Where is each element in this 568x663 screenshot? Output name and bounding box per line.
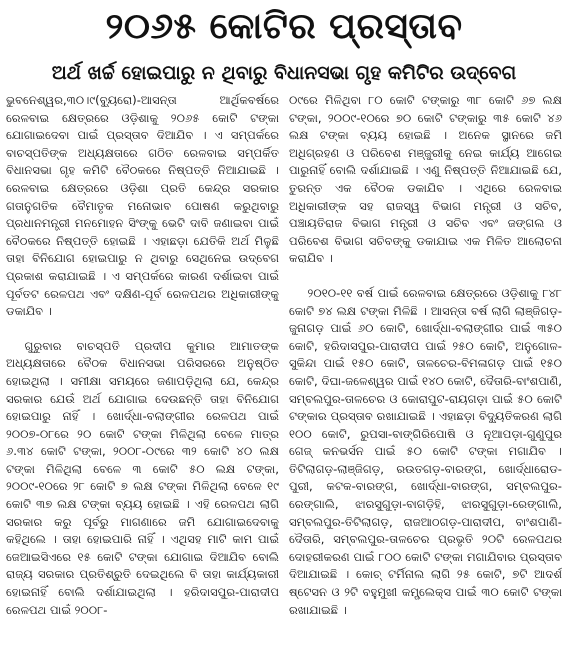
right-paragraph-2: ୨୦୧୦-୧୧ ବର୍ଷ ପାଇଁ ରେଳବାଇ କ୍ଷେତ୍ରରେ ଓଡ଼ିଶାକୁ ୮୪୮ କୋଟି ୭୪ ଲକ୍ଷ ଟଙ୍କା ମିଳିଛି । ଆସନ୍ତା ବର୍ଷ ଲାଗି ଲାଞ୍ଜିଗଡ଼-ଜୁନାଗଡ଼ ପାଇଁ ୬୦ କୋଟି, ଖୋର୍ଦ୍ଧା-ବଲାଙ୍ଗୀର ପାଇଁ ୩୫୦ କୋଟି, ହରିଦାସପୁର-ପାରାଦୀପ ପାଇଁ ୨୫୦ କୋଟି, ଅନୁଗୋଳ-ସୁକିନ୍ଦା ପାଇଁ ୧୫୦ କୋଟି, ତାଳଚେର-ବିମଳାଗଡ଼ ପାଇଁ ୧୫୦ କୋଟି, ଦିଘା-ଜଳେଶ୍ୱର ପାଇଁ ୧୪୦ କୋଟି, ଦୈତାରି-ବାଂଶପାଣି, ସମ୍ବଲପୁର-ତାଳଚେର ଓ କୋରାପୁଟ-ରାୟଗଡ଼ା ପାଇଁ ୫୦ କୋଟି ଟଙ୍କାର ପ୍ରସ୍ତାବ ରଖାଯାଇଛି । ଏହାଛଡ଼ା ବିଦ୍ୟୁତିକରଣ ଲାଗି ୧୦୦ କୋଟି, ରୁପସା-ବାଙ୍ଗିରିପୋଷି ଓ ନୂଆପଡ଼ା-ଗୁଣୁପୁର ଗେଜ୍ କନଭର୍ସନ ପାଇଁ ୫୦ କୋଟି ଟଙ୍କା ମଗାଯିବ । ତିଟିଲାଗଡ଼-ଲାଞ୍ଜିଗଡ଼, ରଉତଗଡ଼-ବାରଙ୍ଗ, ଖୋର୍ଦ୍ଧାରୋଡ-ପୁରୀ, କଟକ-ବାରଙ୍ଗ, ଖୋର୍ଦ୍ଧା-ବାରଙ୍ଗ, ସମ୍ବଲପୁର-ରେଙ୍ଗାଲି, ଝାରସୁଗୁଡ଼ା-ବାଗଡ଼ିହି, ଝାରସୁଗୁଡ଼ା-ରେଙ୍ଗାଲି, ସମ୍ବଲପୁର-ତିଟିଲାଗଡ଼, ରାଜଆଠଗଡ଼-ପାରାଦୀପ, ବାଂଶପାଣି-ଦୈତାରି, ସମ୍ବଲପୁର-ତାଳଚେର ପ୍ରଭୃତି ୨୦ଟି ରେଳପଥର ଦୋହରୀକରଣ ପାଇଁ ୮୦୦ କୋଟି ଟଙ୍କା ମଗାଯିବାର ପ୍ରସ୍ତାବ ଦିଆଯାଇଛି । କୋଚ୍ ଟର୍ମିନାଲ ଲାଗି ୨୫ କୋଟି, ୭ଟି ଆଦର୍ଶ ଷ୍ଟେସନ ଓ ୨ଟି ବହୁମୁଖୀ କମ୍ପ୍ଲେକ୍ସ ପାଇଁ ୩୦ କୋଟି ଟଙ୍କା ରଖାଯାଇଛି । (289, 285, 562, 617)
headline: ୨୦୬୫ କୋଟିର ପ୍ରସ୍ତାବ (105, 6, 463, 47)
right-paragraph-1: ୦୯ରେ ମିଳିଥିବା ୮୦ କୋଟି ଟଙ୍କାରୁ ୩୮ କୋଟି ୬୭ ଲକ୍ଷ ଟଙ୍କା, ୨୦୦୯-୧୦ରେ ୭୦ କୋଟି ଟଙ୍କାରୁ ୩୫ କୋଟି ୪୬ ଲକ୍ଷ ଟଙ୍କା ବ୍ୟୟ ହୋଇଛି । ଅନେକ ସ୍ଥାନରେ ଜମି ଅଧିଗ୍ରହଣ ଓ ପରିବେଶ ମଞ୍ଜୁରୀକୁ ନେଇ କାର୍ଯ୍ୟ ଆଗେଇ ପାରୁନାହିଁ ବୋଲି ଦର୍ଶାଯାଇଛି । ଏଣୁ ନିଷ୍ପତ୍ତି ନିଆଯାଇଛି ଯେ, ତୁରନ୍ତ ଏକ ବୈଠକ ଡକାଯିବ । ଏଥିରେ ରେଳବାଇ ଅଧିକାରୀଙ୍କ ସହ ରାଜସ୍ୱ ବିଭାଗ ମନ୍ତ୍ରୀ ଓ ସଚିବ, ପଞ୍ଚାୟତିରାଜ ବିଭାଗ ମନ୍ତ୍ରୀ ଓ ସଚିବ ଏବଂ ଜଙ୍ଗଲ ଓ ପରିବେଶ ବିଭାଗ ସଚିବଙ୍କୁ ଡକାଯାଇ ଏକ ମିଳିତ ଆଲୋଚନା କରାଯିବ । (289, 93, 562, 266)
subheadline: ଅର୍ଥ ଖର୍ଚ୍ଚ ହୋଇପାରୁ ନ ଥିବାରୁ ବିଧାନସଭା ଗୃହ କମିଟିର ଉଦ୍‌ବେଗ (51, 62, 517, 84)
article-body (6, 92, 562, 658)
left-column (6, 92, 279, 658)
left-paragraph-1: ଭୁବନେଶ୍ୱର,୩୦।୯(ବ୍ୟୁରୋ)-ଆସନ୍ତା ଆର୍ଥିକବର୍ଷରେ ରେଳବାଇ କ୍ଷେତ୍ରରେ ଓଡ଼ିଶାକୁ ୨୦୬୫ କୋଟି ଟଙ୍କା ଯୋଗାଇଦେବା ପାଇଁ ପ୍ରସ୍ତାବ ଦିଆଯିବ । ଏ ସମ୍ପର୍କରେ ବାଚସ୍ପତିଙ୍କ ଅଧ୍ୟକ୍ଷତାରେ ଗଠିତ ରେଳବାଇ ସମ୍ପର୍କିତ ବିଧାନସଭା ଗୃହ କମିଟି ବୈଠକରେ ନିଷ୍ପତ୍ତି ନିଆଯାଇଛି । ରେଳବାଇ କ୍ଷେତ୍ରରେ ଓଡ଼ିଶା ପ୍ରତି କେନ୍ଦ୍ର ସରକାର ଗତାନୁଗତିକ ବୈମାତୃକ ମନୋଭାବ ପୋଷଣ କରୁଥିବାରୁ ପ୍ରଧାନମନ୍ତ୍ରୀ ମନମୋହନ ସିଂଙ୍କୁ ଭେଟି ଦାବି ଜଣାଇବା ପାଇଁ ବୈଠକରେ ନିଷ୍ପତ୍ତି ହୋଇଛି । ଏହାଛଡ଼ା ଯେତିକି ଅର୍ଥ ମିଳୁଛି ତାହା ବିନିଯୋଗ ହୋଇପାରୁ ନ ଥିବାରୁ ସେଥିନେଇ ଉଦ୍‌ବେଗ ପ୍ରକାଶ କରାଯାଇଛି । ଏ ସମ୍ପର୍କରେ କାରଣ ଦର୍ଶାଇବା ପାଇଁ ପୂର୍ବତଟ ରେଳପଥ ଏବଂ ଦକ୍ଷିଣ-ପୂର୍ବ ରେଳପଥର ଅଧିକାରୀଙ୍କୁ ଡକାଯିବ । (6, 93, 279, 319)
left-paragraph-2: ଗୁରୁବାର ବାଚସ୍ପତି ପ୍ରଦୀପ କୁମାର ଆମାତଙ୍କ ଅଧ୍ୟକ୍ଷତାରେ ବୈଠକ ବିଧାନସଭା ପରିସରରେ ଅନୁଷ୍ଠିତ ହୋଇଥିଲା । ସମୀକ୍ଷା ସମୟରେ ଜଣାପଡ଼ିଥିଲା ଯେ, କେନ୍ଦ୍ର ସରକାର ଯେଉଁ ଅର୍ଥ ଯୋଗାଇ ଦେଉଛନ୍ତି ତାହା ବିନିଯୋଗ ହୋଇପାରୁ ନାହିଁ । ଖୋର୍ଦ୍ଧା-ବଲାଙ୍ଗୀର ରେଳପଥ ପାଇଁ ୨୦୦୭-୦୮ରେ ୨୦ କୋଟି ଟଙ୍କା ମିଳିଥିଲା ବେଳେ ମାତ୍ର ୬.୩୪ କୋଟି ଟଙ୍କା, ୨୦୦୮-୦୯ରେ ୩୨ କୋଟି ୪୦ ଲକ୍ଷ ଟଙ୍କା ମିଳିଥିଲା ବେଳେ ୩ କୋଟି ୫୦ ଲକ୍ଷ ଟଙ୍କା, ୨୦୦୯-୧୦ରେ ୨୮ କୋଟି ୭ ଲକ୍ଷ ଟଙ୍କା ମିଳିଥିଲା ବେଳେ ୧୯ କୋଟି ୩୭ ଲକ୍ଷ ଟଙ୍କା ବ୍ୟୟ ହୋଇଛି । ଏହି ରେଳପଥ ଲାଗି ସରକାର କରୁ ପୂର୍ବରୁ ମାଗଣାରେ ଜମି ଯୋଗାଇଦେବାକୁ କହିଥିଲେ । ତାହା ହୋଇପାରି ନାହିଁ । ଏଥିସହ ମାଟି କାମ ପାଇଁ ଜେଆଇସିଏରେ ୧୫ କୋଟି ଟଙ୍କା ଯୋଗାଇ ଦିଆଯିବ ବୋଲି ରାଜ୍ୟ ସରକାର ପ୍ରତିଶ୍ରୁତି ଦେଇଥିଲେ ବି ତାହା କାର୍ଯ୍ୟକାରୀ ହୋଇନାହିଁ ବୋଲି ଦର୍ଶାଯାଇଥିଲା । ହରିଦାସପୁର-ପାରାଦୀପ ରେଳପଥ ପାଇଁ ୨୦୦୮- (6, 338, 279, 617)
right-column (289, 92, 562, 658)
